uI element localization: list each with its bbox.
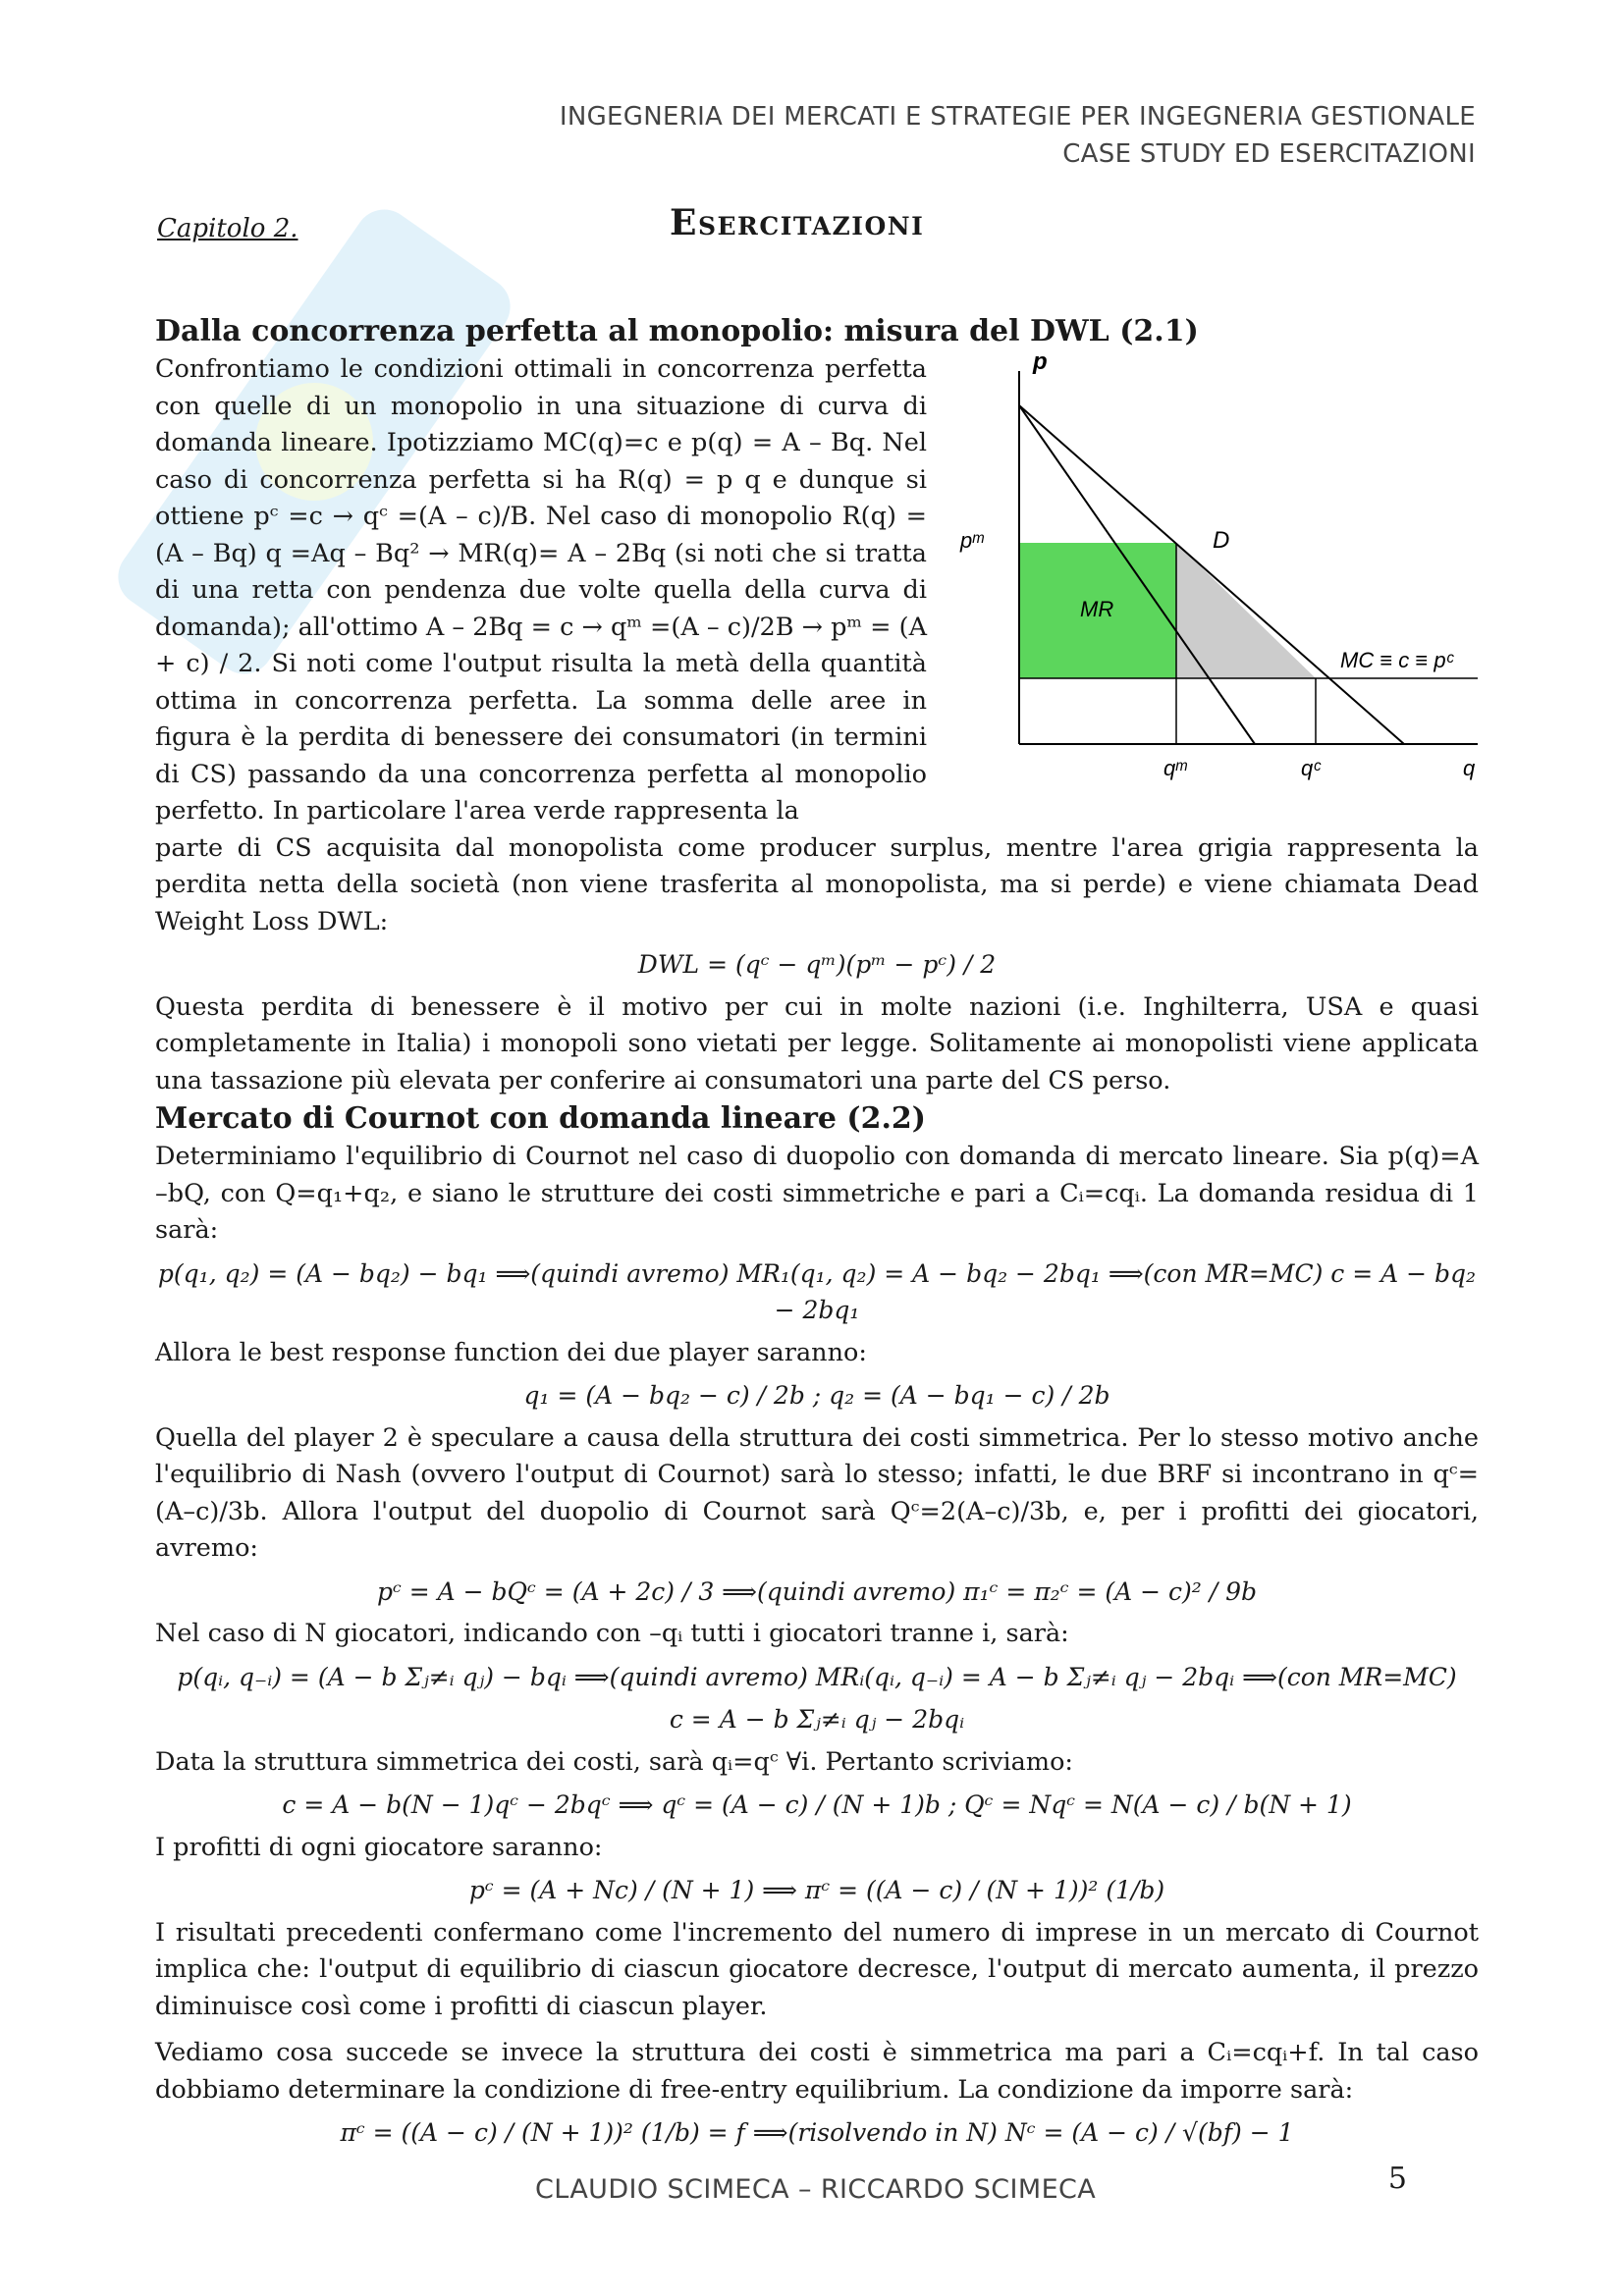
section2-heading: Mercato di Cournot con domanda lineare (2.2) [155,1101,926,1136]
section2-para6: I profitti di ogni giocatore saranno: [155,1832,603,1862]
footer-authors: CLAUDIO SCIMECA – RICCARDO SCIMECA [535,2174,1097,2205]
equation-6: c = A − b(N − 1)qᶜ − 2bqᶜ ⟹ qᶜ = (A − c) / (N + 1)b ; Qᶜ = Nqᶜ = N(A − c) / b(N + 1) [282,1790,1352,1819]
page-content [155,312,1479,2158]
header-line-2: CASE STUDY ED ESERCITAZIONI [1062,139,1476,169]
equation-7: pᶜ = (A + Nc) / (N + 1) ⟹ πᶜ = ((A − c) / (N + 1))² (1/b) [468,1876,1165,1904]
section2-para1: Determiniamo l'equilibrio di Cournot nel caso di duopolio con domanda di mercato lineare. Sia p(q)=A –bQ, con Q=q₁+q₂, e siano le strutture dei costi simmetriche e pari a Cᵢ=cqᵢ. La domanda residua di 1 sarà: [155,1142,1479,1245]
equation-3: pᶜ = A − bQᶜ = (A + 2c) / 3 ⟹(quindi avremo) π₁ᶜ = π₂ᶜ = (A − c)² / 9b [376,1576,1258,1606]
running-header [560,98,1476,173]
label-q: q [1463,756,1476,780]
chapter-label: Capitolo 2. [157,214,298,243]
section2-para7: I risultati precedenti confermano come l'incremento del numero di imprese in un mercato di Cournot implica che: l'output di equilibrio di ciascun giocatore decresce, l'output di mercato aumenta, il prezzo diminuisce così come i profitti di ciascun player. [155,1917,1479,2021]
section1-heading: Dalla concorrenza perfetta al monopolio: misura del DWL (2.1) [155,314,1199,348]
label-MR: MR [1080,597,1114,621]
equation-4: p(qᵢ, q₋ᵢ) = (A − b Σⱼ≠ᵢ qⱼ) − bqᵢ ⟹(quindi avremo) MRᵢ(qᵢ, q₋ᵢ) = A − b Σⱼ≠ᵢ qⱼ − 2bqᵢ ⟹(con MR=MC) [177,1662,1457,1691]
label-pm: pᵐ [960,528,984,553]
page-number: 5 [1387,2162,1407,2196]
label-D: D [1213,527,1230,554]
section1-para1-cont: parte di CS acquisita dal monopolista come producer surplus, mentre l'area grigia rappresenta la perdita netta della società (non viene trasferita al monopolista, ma si perde) e viene chiamata Dead Weight Loss DWL: [155,832,1479,936]
equation-dwl: DWL = (qᶜ − qᵐ)(pᵐ − pᶜ) / 2 [637,950,997,979]
section2-para3: Quella del player 2 è speculare a causa della struttura dei costi simmetrica. Per lo stesso motivo anche l'equilibrio di Nash (ovvero l'output di Cournot) sarà lo stesso; infatti, le due BRF si incontrano in qᶜ=(A–c)/3b. Allora l'output del duopolio di Cournot sarà Qᶜ=2(A–c)/3b, e, per i profitti dei giocatori, avremo: [155,1422,1479,1563]
equation-2: q₁ = (A − bq₂ − c) / 2b ; q₂ = (A − bq₁ − c) / 2b [523,1381,1110,1410]
section1-para2: Questa perdita di benessere è il motivo per cui in molte nazioni (i.e. Inghilterra, USA e quasi completamente in Italia) i monopoli sono vietati per legge. Solitamente ai monopolisti viene applicata una tassazione più elevata per conferire ai consumatori una parte del CS perso. [155,991,1479,1095]
section2-para5: Data la struttura simmetrica dei costi, sarà qᵢ=qᶜ ∀i. Pertanto scriviamo: [155,1746,1074,1777]
label-p: p [1033,351,1048,375]
label-MC: MC ≡ c ≡ pᶜ [1340,648,1454,672]
chapter-title: Esercitazioni [670,202,925,243]
section1-para1: Confrontiamo le condizioni ottimali in concorrenza perfetta con quelle di un monopolio in una situazione di curva di domanda lineare. Ipotizziamo MC(q)=c e p(q) = A – Bq. Nel caso di concorrenza perfetta si ha R(q) = p q e dunque si ottiene pᶜ =c → qᶜ =(A – c)/B. Nel caso di monopolio R(q) = (A – Bq) q =Aq – Bq² → MR(q)= A – 2Bq (si noti che si tratta di una retta con pendenza due volte quella della curva di domanda); all'ottimo A – 2Bq = c → qᵐ =(A – c)/2B → pᵐ = (A + c) / 2. Si noti come l'output risulta la metà della quantità ottima in concorrenza perfetta. La somma delle aree in figura è la perdita di benessere dei consumatori (in termini di CS) passando da una concorrenza perfetta al monopolio perfetto. In particolare l'area verde rappresenta la [155,354,927,826]
equation-8: πᶜ = ((A − c) / (N + 1))² (1/b) = f ⟹(risolvendo in N) Nᶜ = (A − c) / √(bf) − 1 [340,2118,1294,2147]
header-line-1: INGEGNERIA DEI MERCATI E STRATEGIE PER INGEGNERIA GESTIONALE [559,102,1476,132]
equation-5: c = A − b Σⱼ≠ᵢ qⱼ − 2bqᵢ [669,1705,965,1734]
section2-para8: Vediamo cosa succede se invece la struttura dei costi è simmetrica ma pari a Cᵢ=cqᵢ+f. In tal caso dobbiamo determinare la condizione di free-entry equilibrium. La condizione da imporre sarà: [155,2038,1479,2105]
section2-para4: Nel caso di N giocatori, indicando con –qᵢ tutti i giocatori tranne i, sarà: [155,1619,1069,1648]
label-qc: qᶜ [1301,756,1322,780]
label-qm: qᵐ [1163,756,1187,780]
equation-1: p(q₁, q₂) = (A − bq₂) − bq₁ ⟹(quindi avremo) MR₁(q₁, q₂) = A − bq₂ − 2bq₁ ⟹(con MR=MC) c = A − bq₂ − 2bq₁ [157,1258,1477,1324]
section2-para2: Allora le best response function dei due player saranno: [155,1337,867,1367]
